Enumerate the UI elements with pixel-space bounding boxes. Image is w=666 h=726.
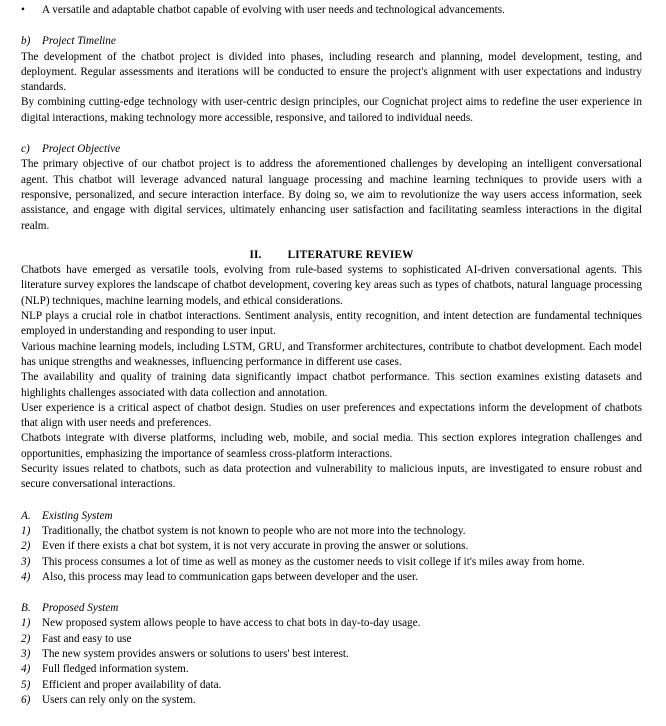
item-text: Traditionally, the chatbot system is not known to people who are not more into the technology. bbox=[42, 524, 466, 537]
objective-letter: c) bbox=[21, 143, 30, 156]
list-item bbox=[21, 616, 642, 631]
timeline-letter: b) bbox=[21, 35, 31, 48]
literature-paragraph-3: Various machine learning models, including LSTM, GRU, and Transformer architectures, contribute to chatbot development. Each model has unique strengths and weaknesses, influencing performance in different use cases. bbox=[21, 340, 642, 368]
literature-paragraph-7: Security issues related to chatbots, such as data protection and vulnerability to malicious inputs, are investigated to ensure robust and secure conversational interactions. bbox=[21, 463, 642, 491]
timeline-heading bbox=[21, 34, 642, 49]
item-text: Users can rely only on the system. bbox=[42, 693, 196, 706]
literature-heading bbox=[21, 248, 642, 263]
bullet-symbol: • bbox=[21, 4, 25, 16]
list-item bbox=[21, 693, 642, 708]
item-number: 1) bbox=[21, 524, 31, 537]
document-page bbox=[21, 0, 642, 708]
literature-paragraph-2: NLP plays a crucial role in chatbot interactions. Sentiment analysis, entity recognition, and intent detection are fundamental techniques employed in understanding and responding to user input. bbox=[21, 310, 642, 338]
item-number: 1) bbox=[21, 617, 31, 630]
list-item bbox=[21, 524, 642, 539]
item-number: 2) bbox=[21, 540, 31, 553]
list-item bbox=[21, 555, 642, 570]
item-text: Full fledged information system. bbox=[42, 663, 189, 676]
proposed-letter: B. bbox=[21, 602, 31, 615]
list-item bbox=[21, 678, 642, 693]
timeline-title: Project Timeline bbox=[42, 35, 116, 48]
objective-paragraph: The primary objective of our chatbot project is to address the aforementioned challenges by developing an intelligent conversational agent. This chatbot will leverage advanced natural language processing and machine learning techniques to provide users with a responsive, personalized, and secure interaction interface. By doing so, we aim to revolutionize the way users access information, seek assistance, and engage with digital services, ultimately enhancing user satisfaction and facilitating seamless interactions in the digital realm. bbox=[21, 158, 642, 232]
item-number: 6) bbox=[21, 693, 31, 706]
literature-paragraph-6: Chatbots integrate with diverse platforms, including web, mobile, and social media. This section explores integration challenges and opportunities, emphasizing the importance of seamless cross-platform interactions. bbox=[21, 432, 642, 460]
proposed-list bbox=[21, 616, 642, 708]
item-number: 2) bbox=[21, 632, 31, 645]
item-number: 4) bbox=[21, 570, 31, 583]
objective-title: Project Objective bbox=[42, 143, 121, 156]
literature-paragraph-4: The availability and quality of training data significantly impact chatbot performance. This section examines existing datasets and highlights challenges associated with data collection and annotation. bbox=[21, 371, 642, 399]
literature-number: II. bbox=[249, 248, 262, 261]
existing-list bbox=[21, 524, 642, 585]
item-text: This process consumes a lot of time as well as money as the customer needs to visit college if it's miles away from home. bbox=[42, 555, 585, 568]
existing-letter: A. bbox=[21, 509, 31, 522]
item-number: 3) bbox=[21, 555, 31, 568]
item-text: Also, this process may lead to communication gaps between developer and the user. bbox=[42, 570, 418, 583]
item-text: New proposed system allows people to have access to chat bots in day-to-day usage. bbox=[42, 617, 421, 630]
literature-paragraph-1: Chatbots have emerged as versatile tools, evolving from rule-based systems to sophisticated AI-driven conversational agents. This literature survey explores the landscape of chatbot development, covering key areas such as types of chatbots, natural language processing (NLP) techniques, machine learning models, and ethical considerations. bbox=[21, 264, 642, 307]
list-item bbox=[21, 632, 642, 647]
list-item bbox=[21, 662, 642, 677]
proposed-heading bbox=[21, 601, 642, 616]
item-text: Even if there exists a chat bot system, it is not very accurate in proving the answer or solutions. bbox=[42, 540, 469, 553]
proposed-title: Proposed System bbox=[42, 602, 119, 615]
objective-heading bbox=[21, 142, 642, 157]
item-text: Efficient and proper availability of data. bbox=[42, 678, 222, 691]
item-number: 3) bbox=[21, 647, 31, 660]
list-item bbox=[21, 539, 642, 554]
item-number: 5) bbox=[21, 678, 31, 691]
list-item bbox=[21, 647, 642, 662]
existing-title: Existing System bbox=[42, 509, 113, 522]
list-item bbox=[21, 570, 642, 585]
item-text: The new system provides answers or solutions to users' best interest. bbox=[42, 647, 349, 660]
intro-bullet bbox=[21, 3, 642, 18]
timeline-paragraph-2: By combining cutting-edge technology with user-centric design principles, our Cognichat project aims to redefine the user experience in digital interactions, making technology more accessible, responsive, and tailored to individual needs. bbox=[21, 96, 642, 124]
literature-paragraph-5: User experience is a critical aspect of chatbot design. Studies on user preferences and expectations inform the development of chatbots that align with user needs and preferences. bbox=[21, 401, 642, 430]
item-number: 4) bbox=[21, 663, 31, 676]
intro-bullet-text: A versatile and adaptable chatbot capable of evolving with user needs and technological advancements. bbox=[42, 4, 505, 16]
literature-title: LITERATURE REVIEW bbox=[287, 248, 414, 261]
timeline-paragraph-1: The development of the chatbot project is divided into phases, including research and planning, model development, testing, and deployment. Regular assessments and iterations will be conducted to ensure the project's alignment with user expectations and industry standards. bbox=[21, 50, 642, 94]
existing-heading bbox=[21, 509, 642, 524]
item-text: Fast and easy to use bbox=[42, 632, 132, 645]
